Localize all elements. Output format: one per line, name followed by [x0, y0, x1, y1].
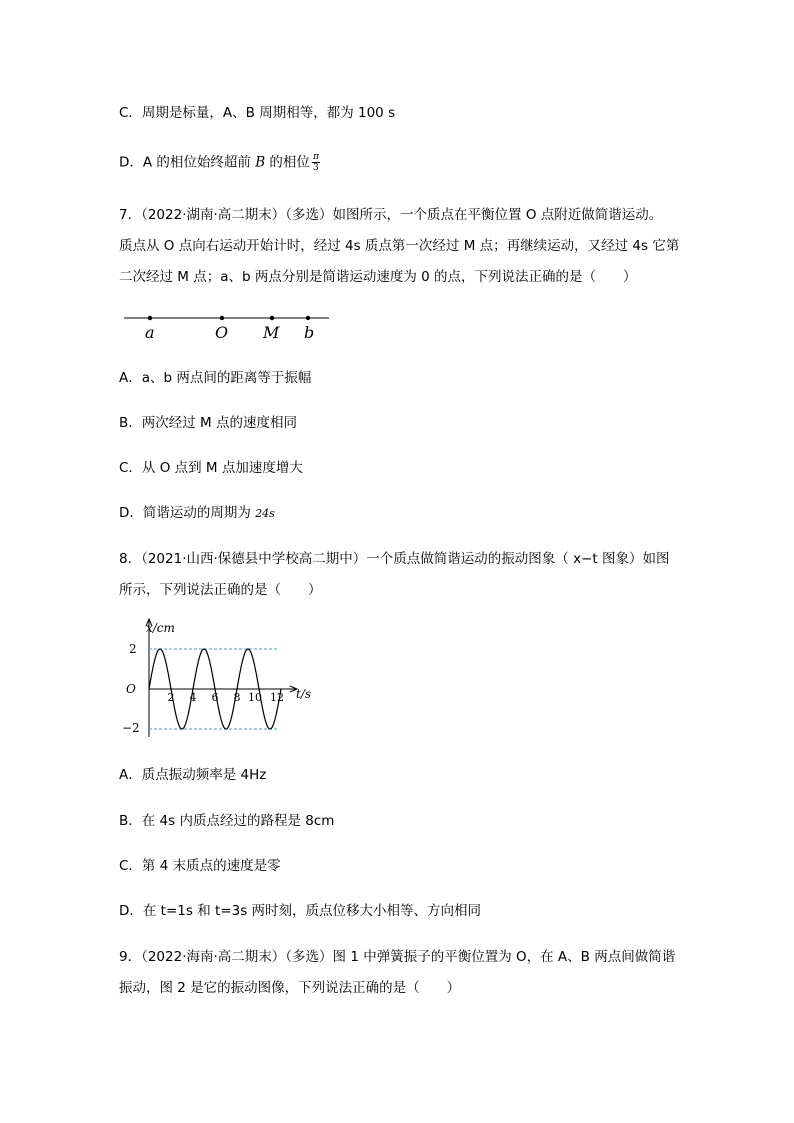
x-tick-label-12: 12	[270, 691, 284, 704]
y-tick-label-top: 2	[129, 642, 137, 656]
x-tick-label-6: 6	[211, 691, 219, 704]
q6-option-d-fraction	[312, 152, 320, 173]
q9-stem-line-1	[119, 947, 675, 967]
q9-stem-line-2	[119, 978, 460, 998]
origin-label: O	[126, 682, 136, 696]
q8-option-b	[119, 811, 334, 831]
q7-option-d-prefix: D．简谐运动的周期为	[119, 505, 256, 521]
x-tick-label-10: 10	[248, 691, 262, 704]
q6-option-d-mid: 的相位	[265, 154, 310, 171]
q7-stem-text-1: 7．（2022·湖南·高二期末）（多选）如图所示，一个质点在平衡位置 O 点附近做简谐运动。	[119, 207, 663, 223]
q7-stem-line-2	[119, 236, 679, 256]
fraction-numerator: π	[312, 152, 319, 162]
q7-option-d-value: 24s	[255, 507, 275, 520]
point-a-label: a	[145, 323, 155, 342]
point-o-label: O	[215, 323, 229, 342]
q7-option-b	[119, 413, 297, 433]
q7-option-a	[119, 368, 311, 388]
x-tick-label-8: 8	[233, 691, 241, 704]
point-b-label: b	[304, 323, 315, 342]
q7-number-line-diagram	[119, 305, 339, 347]
q7-option-a-text: A．a、b 两点间的距离等于振幅	[119, 370, 312, 386]
q7-stem-line-3	[119, 267, 637, 287]
q8-option-d	[119, 901, 481, 921]
q8-oscillation-chart	[119, 615, 319, 745]
q9-stem-text-1: 9．（2022·海南·高二期末）（多选）图 1 中弹簧振子的平衡位置为 O，在 A、B 两点间做简谐	[119, 949, 676, 965]
q6-option-c-text: C．周期是标量，A、B 周期相等，都为 100 s	[119, 105, 396, 121]
fraction-denominator: 3	[313, 163, 319, 173]
y-tick-label-bottom: −2	[122, 721, 140, 735]
q8-option-d-text: D．在 t=1s 和 t=3s 两时刻，质点位移大小相等、方向相同	[119, 903, 482, 919]
q9-stem-text-2: 振动，图 2 是它的振动图像，下列说法正确的是（ ）	[119, 980, 461, 996]
x-tick-label-4: 4	[189, 691, 197, 704]
q7-stem-text-2: 质点从 O 点向右运动开始计时，经过 4s 质点第一次经过 M 点；再继续运动，又经过 4s 它第	[119, 238, 680, 254]
q8-option-c-text: C．第 4 末质点的速度是零	[119, 858, 281, 874]
q6-option-c	[119, 103, 395, 123]
q7-stem-line-1	[119, 205, 662, 225]
q8-stem-line-2	[119, 580, 322, 600]
y-axis-label: x/cm	[146, 621, 175, 635]
q6-option-d-b: B	[255, 154, 266, 171]
q7-option-c-text: C．从 O 点到 M 点加速度增大	[119, 460, 303, 476]
point-a-dot	[148, 316, 152, 320]
point-o-dot	[220, 316, 224, 320]
point-m-label: M	[263, 323, 280, 342]
q7-option-c	[119, 458, 303, 478]
point-m-dot	[270, 316, 274, 320]
q6-option-d-prefix: D．A 的相位始终超前	[119, 154, 256, 171]
x-axis-label: t/s	[296, 687, 312, 701]
x-tick-label-2: 2	[167, 691, 175, 704]
point-b-dot	[306, 316, 310, 320]
q7-option-b-text: B．两次经过 M 点的速度相同	[119, 415, 297, 431]
q8-option-a-text: A．质点振动频率是 4Hz	[119, 767, 267, 783]
q8-stem-line-1	[119, 549, 669, 569]
q8-option-b-text: B．在 4s 内质点经过的路程是 8cm	[119, 813, 335, 829]
q8-stem-text-2: 所示，下列说法正确的是（ ）	[119, 582, 322, 598]
q8-option-c	[119, 856, 281, 876]
q6-option-d	[119, 152, 320, 173]
q7-option-d	[119, 503, 275, 524]
q8-stem-text-1: 8．（2021·山西·保德县中学校高二期中）一个质点做简谐运动的振动图象（ x−t 图象）如图	[119, 551, 670, 567]
q7-stem-text-3: 二次经过 M 点；a、b 两点分别是简谐运动速度为 0 的点，下列说法正确的是（ ）	[119, 269, 637, 285]
q8-option-a	[119, 765, 266, 785]
